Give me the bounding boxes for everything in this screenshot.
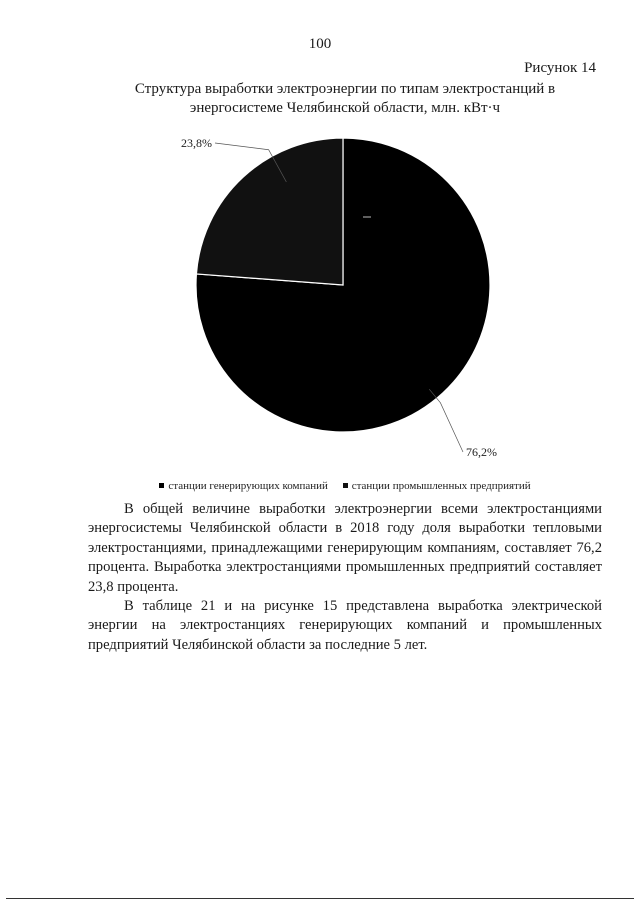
pie-chart [150,130,530,470]
legend-item-industrial [343,480,531,492]
data-label-1: 76,2% [466,445,497,459]
legend-label: станции генерирующих компаний [168,480,328,492]
chart-legend [0,480,640,492]
legend-label: станции промышленных предприятий [351,480,531,492]
legend-swatch-icon [343,483,348,488]
data-label-2: 23,8% [181,136,212,150]
legend-item-generating [159,480,328,492]
body-text [88,500,602,655]
pie-slice-2 [196,138,343,285]
legend-swatch-icon [159,483,164,488]
chart-title: Структура выработки электроэнергии по типам электростанций в энергосистеме Челябинской области, млн. кВт·ч [134,81,556,116]
page-bottom-rule [6,898,634,899]
paragraph: В общей величине выработки электроэнергии всеми электростанциями энергосистемы Челябинской области в 2018 году доля выработки тепловыми электростанциями, принадлежащими генерирующим компаниям, составляет 76,2 процента. Выработка электростанциями промышленных предприятий составляет 23,8 процента. [88,501,602,595]
figure-label: Рисунок 14 [524,60,596,76]
page-number: 100 [308,36,332,52]
pie-slices [196,138,490,432]
paragraph: В таблице 21 и на рисунке 15 представлена выработка электрической энергии на электростанциях генерирующих компаний и промышленных предприятий Челябинской области за последние 5 лет. [88,598,602,653]
